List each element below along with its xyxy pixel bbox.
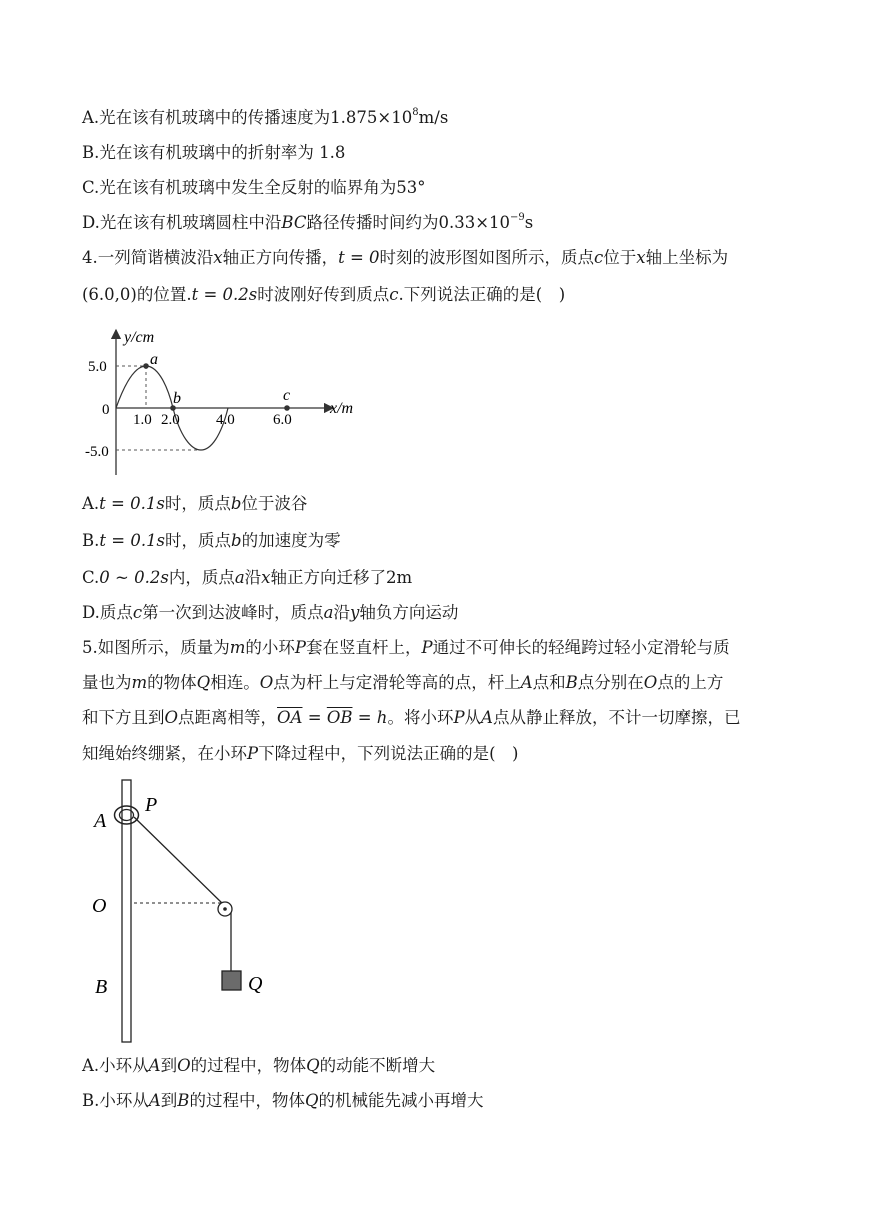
- q5-stem-line-3: 和下方且到O点距离相等，$\overline{OA} = \overline{OB} = h$。将小环P从A点从静止释放，不计一切摩擦，已: [82, 708, 741, 727]
- q3-option-b: B.光在该有机玻璃中的折射率为 1.8: [82, 143, 346, 162]
- point-b-label: b: [173, 390, 181, 407]
- q4-stem-line-2: (6.0,0)的位置.t = 0.2s时波刚好传到质点c.下列说法正确的是( ): [82, 285, 566, 304]
- q3-option-c: C.光在该有机玻璃中发生全反射的临界角为53°: [82, 178, 426, 197]
- q4-option-a: A.t = 0.1s时，质点b位于波谷: [82, 494, 308, 513]
- y-tick-5: 5.0: [88, 359, 107, 375]
- wave-graph: [80, 320, 380, 485]
- point-c-label: c: [283, 387, 291, 404]
- q4-stem-line-1: 4.一列简谐横波沿x轴正方向传播，t = 0时刻的波形图如图所示，质点c位于x轴上坐标为: [82, 248, 729, 267]
- q5-stem-line-1: 5.如图所示，质量为m的小环P套在竖直杆上，P通过不可伸长的轻绳跨过轻小定滑轮与质: [82, 638, 730, 657]
- point-c-dot: [284, 405, 290, 411]
- x-tick-2: 2.0: [161, 412, 180, 428]
- q5-option-a: A.小环从A到O的过程中，物体Q的动能不断增大: [82, 1056, 436, 1075]
- q3-option-d: D.光在该有机玻璃圆柱中沿BC路径传播时间约为$0.33\times 10^{-9}s$: [82, 212, 534, 232]
- pulley-figure: [82, 775, 302, 1050]
- q5-stem-line-2: 量也为m的物体Q相连。O点为杆上与定滑轮等高的点，杆上A点和B点分别在O点的上方: [82, 673, 724, 692]
- label-o: O: [92, 895, 107, 917]
- y-axis-label: y/cm: [124, 329, 155, 346]
- x-tick-1: 1.0: [133, 412, 152, 428]
- pulley-axle: [223, 907, 227, 911]
- x-tick-4: 4.0: [216, 412, 235, 428]
- q3-option-a: A.光在该有机玻璃中的传播速度为$1.875\times 10^8m/s$: [82, 107, 449, 127]
- q4-option-b: B.t = 0.1s时，质点b的加速度为零: [82, 531, 341, 550]
- point-a-dot: [143, 363, 149, 369]
- block-q: [222, 971, 241, 990]
- label-b: B: [95, 976, 108, 998]
- q5-option-b: B.小环从A到B的过程中，物体Q的机械能先减小再增大: [82, 1091, 484, 1110]
- y-tick-0: 0: [102, 402, 110, 418]
- label-p: P: [145, 794, 158, 816]
- q4-option-c: C.0 ~ 0.2s内，质点a沿x轴正方向迁移了2m: [82, 568, 413, 587]
- rope-slanted: [134, 817, 224, 905]
- point-a-label: a: [150, 351, 158, 368]
- x-tick-6: 6.0: [273, 412, 292, 428]
- q5-stem-line-4: 知绳始终绷紧，在小环P下降过程中，下列说法正确的是( ): [82, 744, 519, 763]
- label-a: A: [94, 810, 107, 832]
- label-q: Q: [248, 973, 263, 995]
- x-axis-label: x/m: [330, 400, 354, 417]
- q4-option-d: D.质点c第一次到达波峰时，质点a沿y轴负方向运动: [82, 603, 459, 622]
- y-tick-neg5: -5.0: [85, 444, 109, 460]
